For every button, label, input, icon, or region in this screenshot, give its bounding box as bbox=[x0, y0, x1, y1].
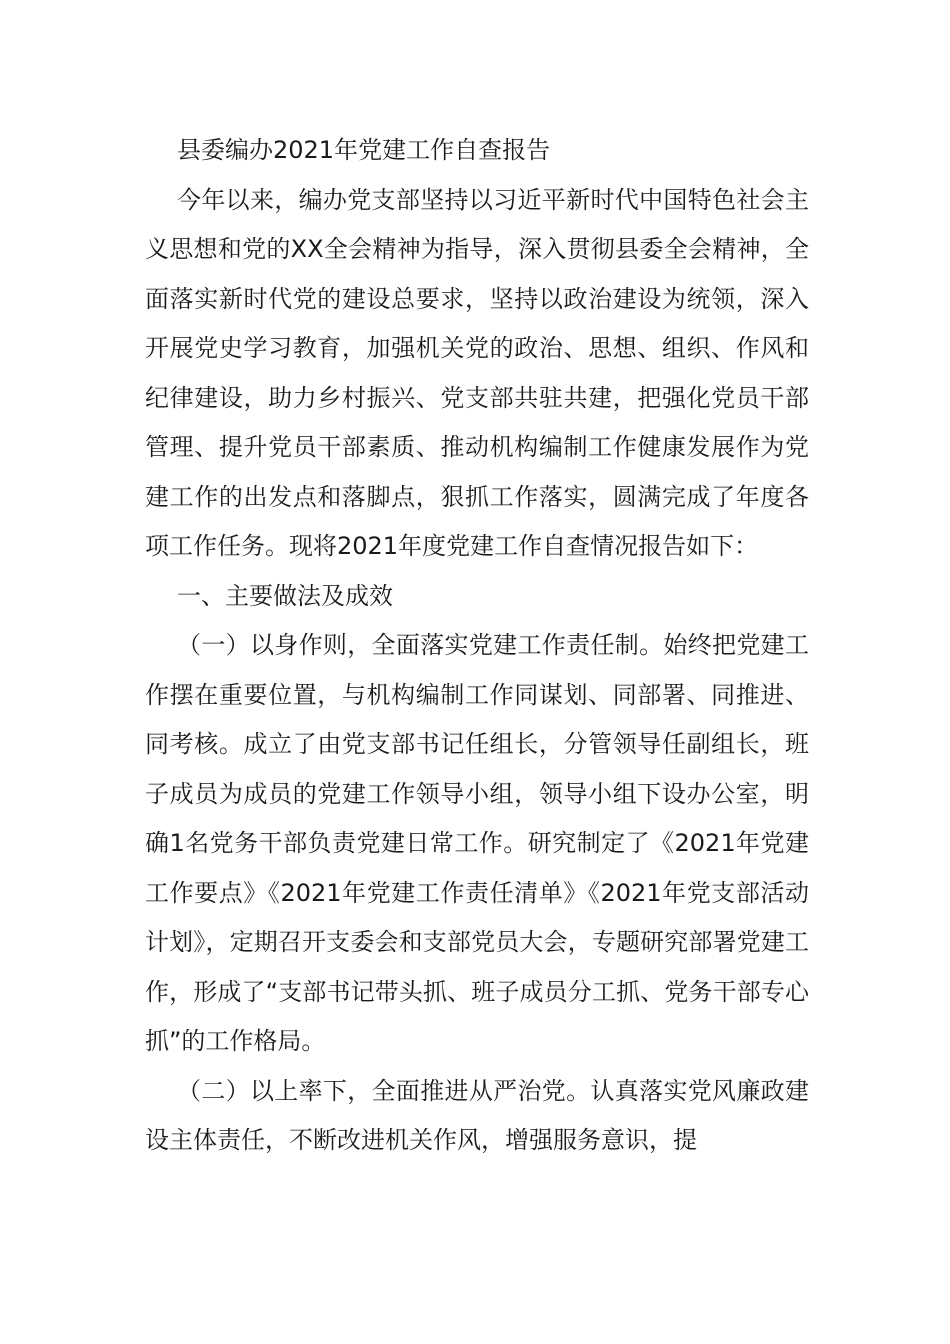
document-title: 县委编办2021年党建工作自查报告 bbox=[177, 136, 551, 164]
paragraph-intro: 今年以来，编办党支部坚持以习近平新时代中国特色社会主义思想和党的XX全会精神为指导，深入贯彻县委全会精神，全面落实新时代党的建设总要求，坚持以政治建设为统领，深入开展党史学习教育，加强机关党的政治、思想、组织、作风和纪律建设，助力乡村振兴、党支部共驻共建，把强化党员干部管理、提升党员干部素质、推动机构编制工作健康发展作为党建工作的出发点和落脚点，狠抓工作落实，圆满完成了年度各项工作任务。现将2021年度党建工作自查情况报告如下： bbox=[145, 185, 809, 560]
document-body bbox=[145, 126, 809, 1166]
section-heading-main-practices: 一、主要做法及成效 bbox=[177, 581, 393, 610]
paragraph-responsibility-system: （一）以身作则，全面落实党建工作责任制。始终把党建工作摆在重要位置，与机构编制工作同谋划、同部署、同推进、同考核。成立了由党支部书记任组长，分管领导任副组长，班子成员为成员的党建工作领导小组，领导小组下设办公室，明确1名党务干部负责党建日常工作。研究制定了《2021年党建工作要点》《2021年党建工作责任清单》《2021年党支部活动计划》，定期召开支委会和支部党员大会，专题研究部署党建工作，形成了“支部书记带头抓、班子成员分工抓、党务干部专心抓”的工作格局。 bbox=[145, 631, 809, 1055]
paragraph-strict-governance: （二）以上率下，全面推进从严治党。认真落实党风廉政建设主体责任，不断改进机关作风，增强服务意识，提 bbox=[145, 1076, 809, 1154]
